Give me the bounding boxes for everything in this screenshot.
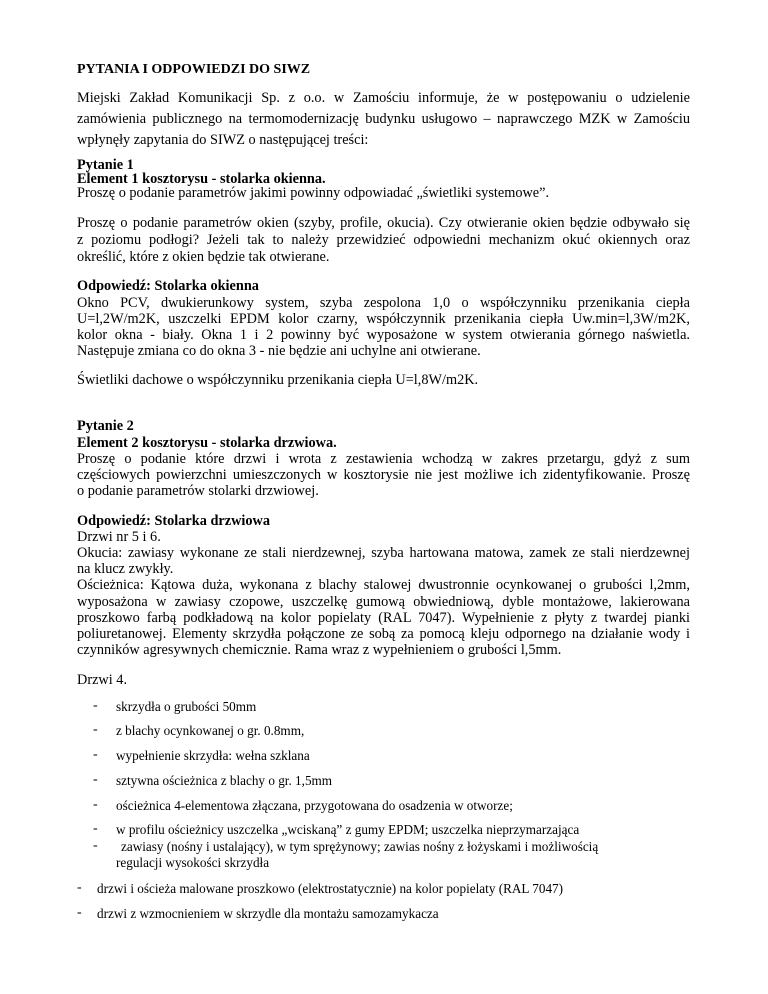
q1-para-line-2: z poziomu podłogi? Jeżeli tak to należy przewidzieć odpowiedni mechanizm okuć okiennych oraz bbox=[77, 232, 690, 248]
a1-para-line-2: U=l,2W/m2K, uszczelki EPDM kolor czarny, współczynnik przenikania ciepła Uw.min=l,3W/m2K, bbox=[77, 311, 690, 327]
a1-skylights: Świetliki dachowe o współczynniku przenikania ciepła U=l,8W/m2K. bbox=[77, 372, 479, 388]
intro-line-1: Miejski Zakład Komunikacji Sp. z o.o. w Zamościu informuje, że w postępowaniu o udzielenie bbox=[77, 90, 690, 106]
list-item: w profilu ościeżnicy uszczelka „wciskaną” z gumy EPDM; uszczelka nieprzymarzająca bbox=[116, 822, 580, 837]
list-dash: - bbox=[93, 747, 98, 762]
a2-doors-5-6: Drzwi nr 5 i 6. bbox=[77, 529, 161, 545]
a2-frame-line-2: wyposażona w zawiasy czopowe, uszczelkę gumową obwiedniową, dyble montażowe, lakierowana bbox=[77, 594, 690, 610]
list-dash: - bbox=[93, 838, 98, 853]
q1-para-line-1: Proszę o podanie parametrów okien (szyby, profile, okucia). Czy otwieranie okien będzie odbywało się bbox=[77, 215, 690, 231]
list-dash: - bbox=[93, 821, 98, 836]
list-item: ościeżnica 4-elementowa złączana, przygotowana do osadzenia w otworze; bbox=[116, 798, 513, 813]
list-item: z blachy ocynkowanej o gr. 0.8mm, bbox=[116, 723, 305, 738]
a2-okucia-line-2: na klucz zwykły. bbox=[77, 561, 174, 577]
q1-heading: Pytanie 1 bbox=[77, 157, 134, 173]
list-item: skrzydła o grubości 50mm bbox=[116, 699, 257, 714]
a2-frame-line-1: Ościeżnica: Kątowa duża, wykonana z blachy stalowej dwustronnie ocynkowanej o grubości l,2mm, bbox=[77, 577, 690, 593]
list-dash: - bbox=[93, 698, 98, 713]
q1-element: Element 1 kosztorysu - stolarka okienna. bbox=[77, 171, 326, 187]
list-dash: - bbox=[77, 880, 82, 895]
a2-heading: Odpowiedź: Stolarka drzwiowa bbox=[77, 513, 271, 529]
intro-line-3: wpłynęły zapytania do SIWZ o następującej treści: bbox=[77, 132, 369, 148]
list-dash: - bbox=[93, 797, 98, 812]
a2-frame-line-3: proszkowo farbą podkładową na kolor popielaty (RAL 7047). Wypełnienie z płyty z twardej pianki bbox=[77, 610, 690, 626]
q2-para-line-2: częściowych powierzchni umieszczonych w kosztorysie nie jest możliwe ich zidentyfikowanie. Proszę bbox=[77, 467, 690, 483]
list-item-continuation: regulacji wysokości skrzydła bbox=[116, 855, 270, 870]
a1-para-line-3: kolor okna - biały. Okna 1 i 2 powinny być wyposażone w system otwierania górnego naświetla. bbox=[77, 327, 690, 343]
a2-door-4: Drzwi 4. bbox=[77, 672, 128, 688]
list-dash: - bbox=[93, 722, 98, 737]
a1-heading: Odpowiedź: Stolarka okienna bbox=[77, 278, 259, 294]
list-item: drzwi i ościeża malowane proszkowo (elektrostatycznie) na kolor popielaty (RAL 7047) bbox=[97, 881, 564, 896]
a2-okucia-line-1: Okucia: zawiasy wykonane ze stali nierdzewnej, szyba hartowana matowa, zamek ze stali nierdzewnej bbox=[77, 545, 690, 561]
list-dash: - bbox=[93, 772, 98, 787]
page-title: PYTANIA I ODPOWIEDZI DO SIWZ bbox=[77, 62, 311, 77]
q2-para-line-3: o podanie parametrów stolarki drzwiowej. bbox=[77, 483, 319, 499]
q2-heading: Pytanie 2 bbox=[77, 418, 134, 434]
a1-para-line-1: Okno PCV, dwukierunkowy system, szyba zespolona 1,0 o współczynniku przenikania ciepła bbox=[77, 295, 690, 311]
a2-frame-line-4: poliuretanowej. Elementy skrzydła połączone ze sobą za pomocą kleju odpornego na działanie wody i bbox=[77, 626, 690, 642]
intro-line-2: zamówienia publicznego na termomodernizację budynku usługowo – naprawczego MZK w Zamościu bbox=[77, 111, 690, 127]
q1-line: Proszę o podanie parametrów jakimi powinny odpowiadać „świetliki systemowe”. bbox=[77, 185, 550, 201]
q2-element: Element 2 kosztorysu - stolarka drzwiowa. bbox=[77, 435, 337, 451]
list-item: drzwi z wzmocnieniem w skrzydle dla montażu samozamykacza bbox=[97, 906, 439, 921]
q1-para-line-3: określić, które z okien będzie tak otwierane. bbox=[77, 249, 330, 265]
a2-frame-line-5: czynników agresywnych chemicznie. Rama wraz z wypełnieniem o grubości l,5mm. bbox=[77, 642, 562, 658]
list-item: sztywna ościeżnica z blachy o gr. 1,5mm bbox=[116, 773, 333, 788]
q2-para-line-1: Proszę o podanie które drzwi i wrota z zestawienia wchodzą w zakres przetargu, gdyż z sum bbox=[77, 451, 690, 467]
a1-para-line-4: Następuje zmiana co do okna 3 - nie będzie ani uchylne ani otwierane. bbox=[77, 343, 481, 359]
list-dash: - bbox=[77, 905, 82, 920]
list-item: zawiasy (nośny i ustalający), w tym sprężynowy; zawias nośny z łożyskami i możliwością bbox=[121, 839, 599, 854]
list-item: wypełnienie skrzydła: wełna szklana bbox=[116, 748, 310, 763]
